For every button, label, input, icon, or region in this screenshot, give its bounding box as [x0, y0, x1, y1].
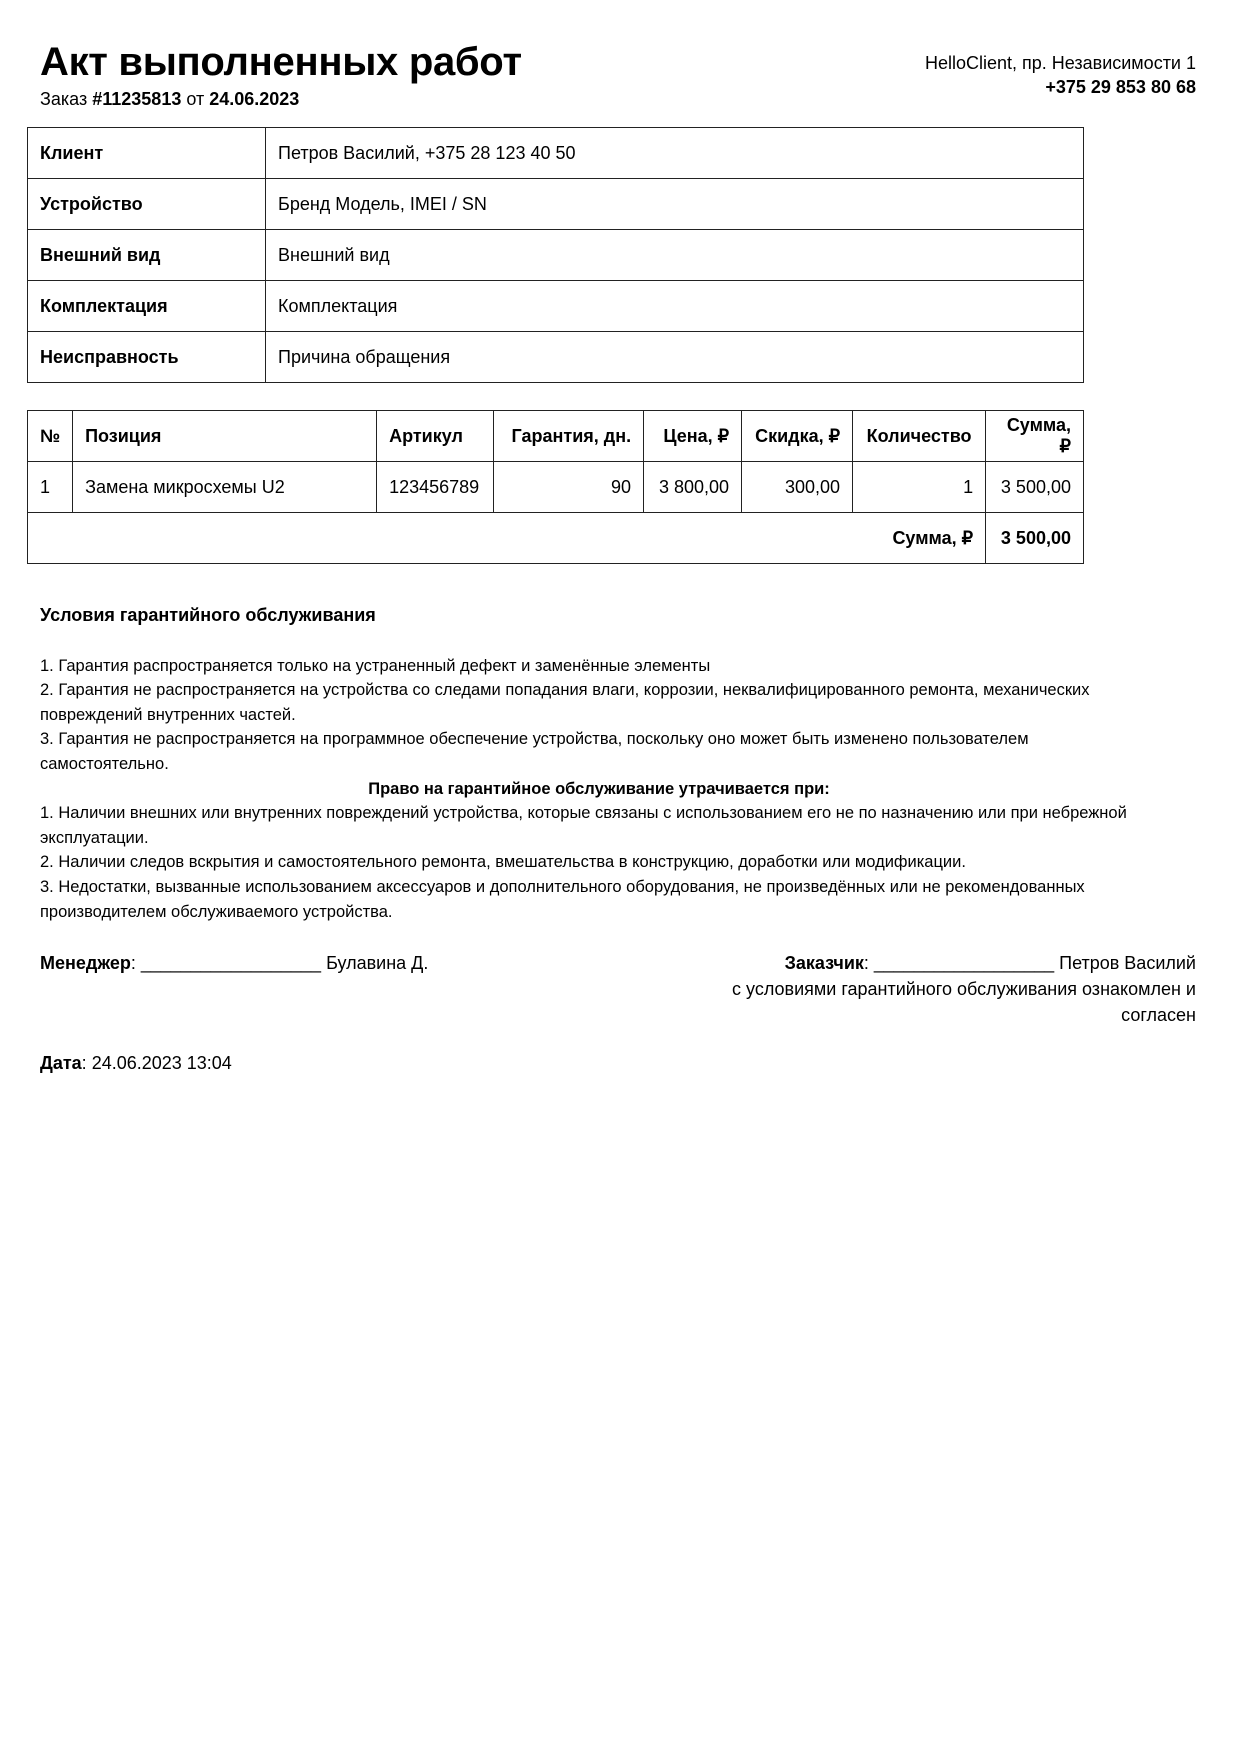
cell-discount: 300,00	[742, 462, 853, 513]
order-number: #11235813	[92, 89, 182, 109]
order-line	[40, 88, 299, 110]
loss-item: 2. Наличии следов вскрытия и самостоятельного ремонта, вмешательства в конструкцию, доработки или модификации.	[40, 853, 966, 872]
info-label: Устройство	[28, 179, 266, 230]
customer-signature: Заказчик: __________________ Петров Василий с условиями гарантийного обслуживания ознакомлен и согласен	[636, 950, 1196, 1028]
header-number: №	[28, 411, 73, 462]
warranty-terms	[40, 603, 1200, 924]
header-price: Цена, ₽	[644, 411, 742, 462]
date-label: Дата	[40, 1053, 82, 1073]
loss-heading: Право на гарантийное обслуживание утрачивается при:	[368, 779, 830, 798]
manager-signature-line: __________________	[140, 953, 322, 973]
info-value: Бренд Модель, IMEI / SN	[266, 179, 1084, 230]
manager-name: Булавина Д.	[326, 953, 429, 973]
items-table	[27, 410, 1084, 564]
customer-name: Петров Василий	[1059, 953, 1196, 973]
info-row-kit	[28, 281, 1084, 332]
header-discount: Скидка, ₽	[742, 411, 853, 462]
company-address: HelloClient, пр. Независимости 1	[924, 53, 1196, 73]
total-value: 3 500,00	[986, 513, 1084, 564]
header-warranty: Гарантия, дн.	[494, 411, 644, 462]
info-label: Внешний вид	[28, 230, 266, 281]
header-article: Артикул	[377, 411, 494, 462]
order-from: от	[186, 89, 205, 109]
date-value: 24.06.2023 13:04	[91, 1053, 232, 1073]
info-value: Внешний вид	[266, 230, 1084, 281]
info-label: Клиент	[28, 128, 266, 179]
info-row-malfunction	[28, 332, 1084, 383]
customer-signature-line: __________________	[873, 953, 1055, 973]
cell-position: Замена микросхемы U2	[73, 462, 377, 513]
header-sum: Сумма, ₽	[986, 411, 1084, 462]
info-value: Петров Василий, +375 28 123 40 50	[266, 128, 1084, 179]
customer-label: Заказчик	[784, 953, 864, 973]
cell-sum: 3 500,00	[986, 462, 1084, 513]
terms-heading: Условия гарантийного обслуживания	[40, 605, 376, 625]
total-label: Сумма, ₽	[28, 513, 986, 564]
total-row	[28, 513, 1084, 564]
company-info	[925, 51, 1196, 99]
info-value: Причина обращения	[266, 332, 1084, 383]
info-label: Комплектация	[28, 281, 266, 332]
order-date: 24.06.2023	[209, 89, 300, 109]
cell-article: 123456789	[377, 462, 494, 513]
cell-price: 3 800,00	[644, 462, 742, 513]
manager-signature: Менеджер: __________________ Булавина Д.	[40, 950, 428, 976]
order-prefix: Заказ	[40, 89, 88, 109]
cell-quantity: 1	[853, 462, 986, 513]
info-value: Комплектация	[266, 281, 1084, 332]
info-label: Неисправность	[28, 332, 266, 383]
terms-item: 3. Гарантия не распространяется на программное обеспечение устройства, поскольку оно может быть изменено пользователем самостоятельно.	[40, 730, 1029, 773]
info-row-device	[28, 179, 1084, 230]
company-phone: +375 29 853 80 68	[1045, 77, 1196, 97]
cell-number: 1	[28, 462, 73, 513]
items-header-row	[28, 411, 1084, 462]
cell-warranty: 90	[494, 462, 644, 513]
document-title: Акт выполненных работ	[40, 40, 522, 84]
terms-item: 1. Гарантия распространяется только на устраненный дефект и заменённые элементы	[40, 656, 711, 675]
terms-item: 2. Гарантия не распространяется на устройства со следами попадания влаги, коррозии, неквалифицированного ремонта, механических повреждений внутренних частей.	[40, 681, 1090, 724]
header-quantity: Количество	[853, 411, 986, 462]
customer-agreement-note: с условиями гарантийного обслуживания ознакомлен и согласен	[732, 979, 1196, 1025]
table-row	[28, 462, 1084, 513]
order-info-table	[27, 127, 1084, 383]
manager-label: Менеджер	[40, 953, 131, 973]
header-position: Позиция	[73, 411, 377, 462]
loss-item: 3. Недостатки, вызванные использованием аксессуаров и дополнительного оборудования, не произведённых или не рекомендованных производителем обслуживаемого устройства.	[40, 877, 1085, 921]
loss-item: 1. Наличии внешних или внутренних повреждений устройства, которые связаны с использованием его не по назначению или при небрежной эксплуатации.	[40, 804, 1127, 847]
document-date: Дата: 24.06.2023 13:04	[40, 1053, 232, 1073]
info-row-appearance	[28, 230, 1084, 281]
info-row-client	[28, 128, 1084, 179]
